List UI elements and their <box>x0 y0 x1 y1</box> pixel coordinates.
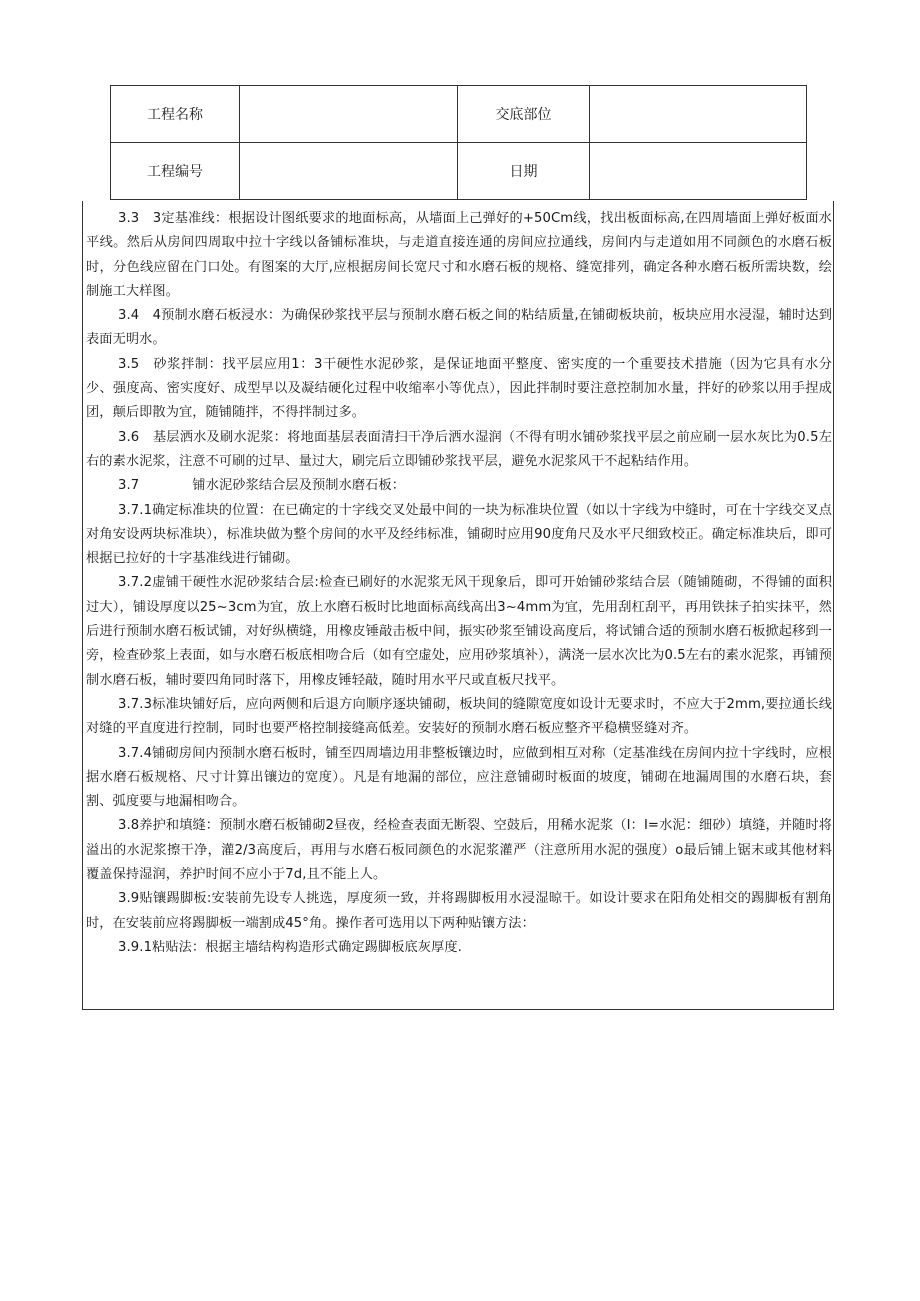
paragraph-3-7: 3.7 铺水泥砂浆结合层及预制水磨石板： <box>118 478 406 494</box>
content-text <box>86 207 832 960</box>
paragraph-3-7-3: 3.7.3标准块铺好后，应向两侧和后退方向顺序逐块铺砌，板块间的缝隙宽度如设计无要求时，不应大于2mm,要拉通长线对缝的平直度进行控制，同时也要严格控制接缝高低差。安装好的预制水磨石板应整齐平稳横竖缝对齐。 <box>86 696 832 737</box>
paragraph-3-7-1: 3.7.1确定标准块的位置：在已确定的十字线交叉处最中间的一块为标准块位置（如以十字线为中缝时，可在十字线交叉点对角安设两块标准块），标准块做为整个房间的水平及经纬标准，铺砌时应用90度角尺及水平尺细致校正。确定标准块后，即可根据已拉好的十字基准线进行铺砌。 <box>86 502 832 567</box>
paragraph-3-4: 3.4 4预制水磨石板浸水：为确保砂浆找平层与预制水磨石板之间的粘结质量,在铺砌板块前，板块应用水浸湿，辅时达到表面无明水。 <box>86 308 832 348</box>
header-row-1 <box>111 86 807 143</box>
project-number-value <box>240 143 458 200</box>
paragraph-3-3: 3.3 3定基准线：根据设计图纸要求的地面标高，从墙面上己弹好的+50Cm线，找出板面标高,在四周墙面上弹好板面水平线。然后从房间四周取中拉十字线以备铺标准块，与走道直接连通的房间应拉通线，房间内与走道如用不同颜色的水磨石板时，分色线应留在门口处。有图案的大厅,应根据房间长宽尺寸和水磨石板的规格、缝宽排列，确定各种水磨石板所需块数，绘制施工大样图。 <box>86 211 832 299</box>
paragraph-3-6: 3.6 基层洒水及刷水泥浆：将地面基层表面清扫干净后洒水湿润（不得有明水铺砂浆找平层之前应刷一层水灰比为0.5左右的素水泥浆，注意不可刷的过早、量过大，刷完后立即铺砂浆找平层，避免水泥浆风干不起粘结作用。 <box>86 429 832 469</box>
header-row-2 <box>111 143 807 200</box>
paragraph-3-8: 3.8养护和填缝：预制水磨石板铺砌2昼夜，经检查表面无断裂、空鼓后，用稀水泥浆（I：I=水泥：细砂）填缝，并随时将溢出的水泥浆擦干净，灌2/3高度后，再用与水磨石板同颜色的水泥浆灌严（注意所用水泥的强度）o最后铺上锯末或其他材料覆盖保持湿润，养护时间不应小于7d,且不能上人。 <box>86 818 832 883</box>
date-label: 日期 <box>458 143 590 200</box>
paragraph-3-9-1: 3.9.1粘贴法：根据主墙结构构造形式确定踢脚板底灰厚度. <box>118 939 462 955</box>
paragraph-3-7-4: 3.7.4铺砌房间内预制水磨石板时，铺至四周墙边用非整板镶边时，应做到相互对称（定基准线在房间内拉十字线时，应根据水磨石板规格、尺寸计算出镶边的宽度）。凡是有地漏的部位，应注意铺砌时板面的坡度，铺砌在地漏周围的水磨石块，套割、弧度要与地漏相吻合。 <box>86 745 832 810</box>
paragraph-3-5: 3.5 砂浆拌制：找平层应用1：3干硬性水泥砂浆，是保证地面平整度、密实度的一个重要技术措施（因为它具有水分少、强度高、密实度好、成型早以及凝结硬化过程中收缩率小等优点），因此拌制时要注意控制加水量，拌好的砂浆以用手捏成团，颠后即散为宜，随铺随拌，不得拌制过多。 <box>86 356 832 421</box>
project-name-label: 工程名称 <box>111 86 240 143</box>
handover-part-value <box>590 86 807 143</box>
header-table <box>110 85 807 200</box>
handover-part-label: 交底部位 <box>458 86 590 143</box>
paragraph-3-9: 3.9贴镶踢脚板:安装前先设专人挑选，厚度须一致，并将踢脚板用水浸湿晾干。如设计要求在阳角处相交的踢脚板有割角时，在安装前应将踢脚板一端割成45°角。操作者可选用以下两种贴镶方法： <box>86 891 832 931</box>
paragraph-3-7-2: 3.7.2虚铺干硬性水泥砂浆结合层:检查已刷好的水泥浆无风干现象后，即可开始铺砂浆结合层（随铺随砌，不得铺的面积过大），铺设厚度以25~3cm为宜，放上水磨石板时比地面标高线高出3~4mm为宜，先用刮杠刮平，再用铁抹子拍实抹平，然后进行预制水磨石板试铺，对好纵横缝，用橡皮锤敲击板中间，振实砂浆至铺设高度后，将试铺合适的预制水磨石板掀起移到一旁，检查砂浆上表面，如与水磨石板底相吻合后（如有空虚处，应用砂浆填补），满浇一层水次比为0.5左右的素水泥浆，再铺预制水磨石板，辅时要四角同时落下，用橡皮锤轻敲，随时用水平尺或直板尺找平。 <box>86 575 832 688</box>
date-value <box>590 143 807 200</box>
project-name-value <box>240 86 458 143</box>
project-number-label: 工程编号 <box>111 143 240 200</box>
